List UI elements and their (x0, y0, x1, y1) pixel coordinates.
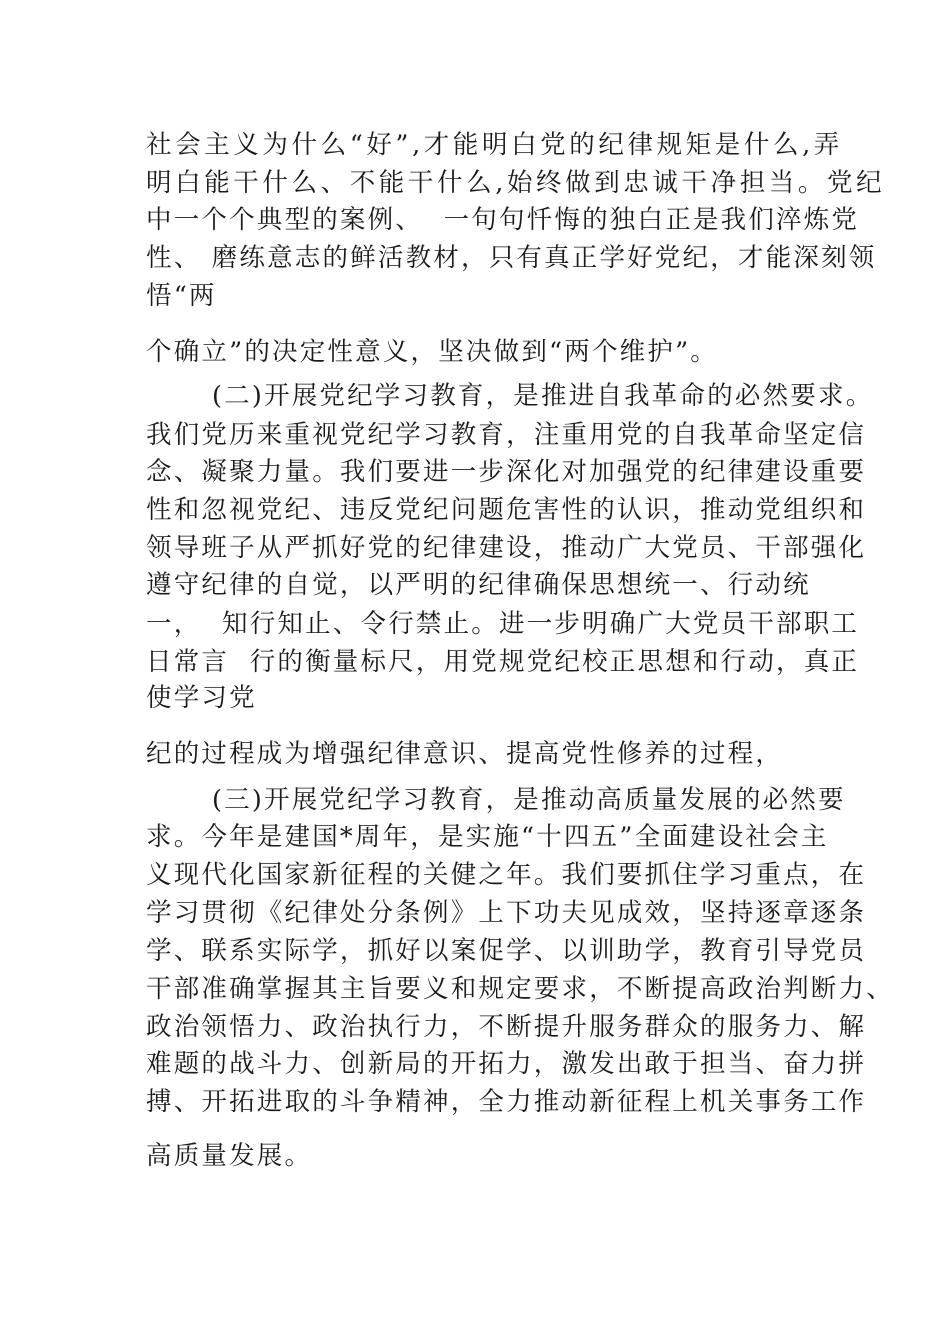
text-line: 个确立”的决定性意义，坚决做到“两个维护”。 (146, 337, 719, 367)
text-line: 性、 磨练意志的鲜活教材，只有真正学好党纪，才能深刻领 (146, 243, 877, 273)
text-line: 干部准确掌握其主旨要义和规定要求，不断提高政治判断力、 (146, 974, 894, 1004)
text-line: 中一个个典型的案例、 一句句忏悔的独白正是我们淬炼党 (146, 205, 860, 235)
text-line: 一， 知行知止、令行禁止。进一步明确广大党员干部职工 (146, 609, 860, 639)
text-line: 义现代化国家新征程的关健之年。我们要抓住学习重点，在 (146, 860, 867, 890)
text-line: 求。今年是建国*周年，是实施“十四五”全面建设社会主 (146, 822, 829, 852)
text-line: 难题的战斗力、创新局的开拓力，激发出敢于担当、奋力拼 (146, 1049, 867, 1079)
text-line: 政治领悟力、政治执行力，不断提升服务群众的服务力、解 (146, 1012, 867, 1042)
text-line: 我们党历来重视党纪学习教育，注重用党的自我革命坚定信 (146, 420, 867, 450)
text-line: 使学习党 (146, 683, 257, 713)
text-line: 念、凝聚力量。我们要进一步深化对加强党的纪律建设重要 (146, 457, 867, 487)
text-line: (三)开展党纪学习教育，是推动高质量发展的必然要 (212, 785, 846, 815)
text-line: 纪的过程成为增强纪律意识、提高党性修养的过程， (146, 739, 784, 769)
text-line: 高质量发展。 (146, 1141, 313, 1171)
text-line: 社会主义为什么“好”,才能明白党的纪律规矩是什么,弄 (146, 130, 843, 160)
text-line: 学习贯彻《纪律处分条例》上下功夫见成效，坚持逐章逐条 (146, 898, 867, 928)
text-line: 领导班子从严抓好党的纪律建设，推动广大党员、干部强化 (146, 533, 867, 563)
text-line: 遵守纪律的自觉，以严明的纪律确保思想统一、行动统 (146, 570, 811, 600)
text-line: 学、联系实际学，抓好以案促学、以训助学，教育引导党员 (146, 936, 867, 966)
text-line: (二)开展党纪学习教育，是推进自我革命的必然要求。 (212, 381, 874, 411)
text-line: 日常言 行的衡量标尺，用党规党纪校正思想和行动，真正 (146, 647, 860, 677)
text-line: 明白能干什么、不能干什么,始终做到忠诚干净担当。党纪 (146, 168, 886, 198)
text-line: 性和忽视党纪、违反党纪问题危害性的认识，推动党组织和 (146, 495, 867, 525)
text-line: 搏、开拓进取的斗争精神，全力推动新征程上机关事务工作 (146, 1087, 867, 1117)
text-line: 悟“两 (146, 281, 217, 311)
